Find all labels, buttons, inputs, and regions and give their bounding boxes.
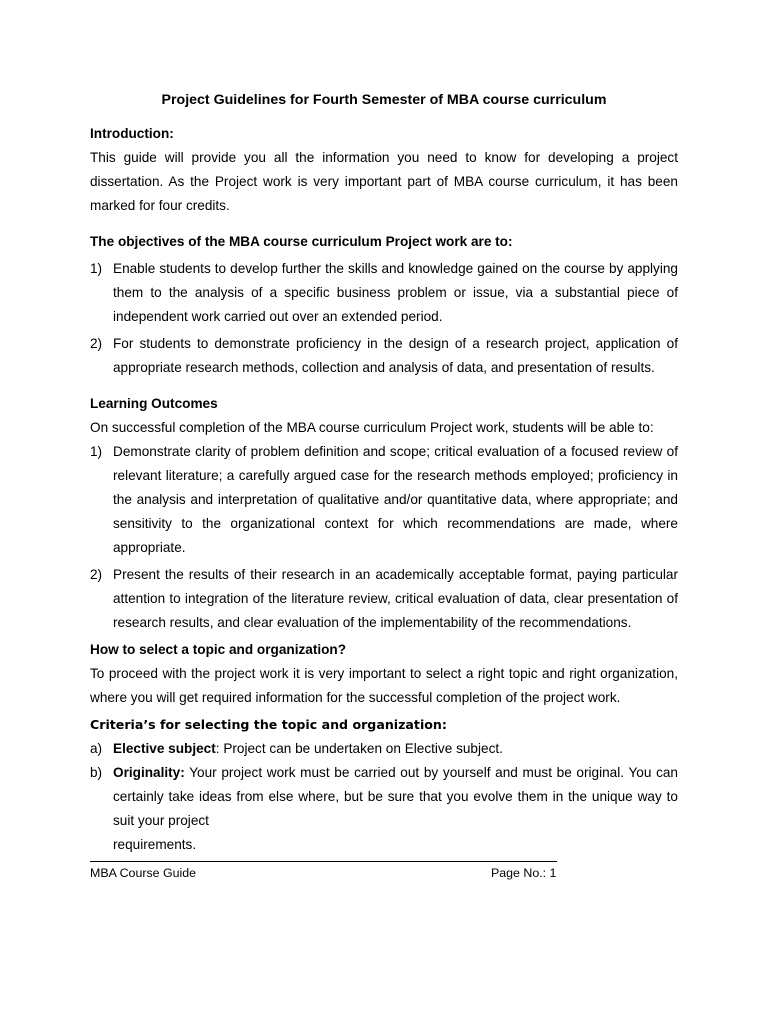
footer-page-number: Page No.: 1 [491, 866, 557, 880]
list-item-letter: a) [90, 741, 103, 756]
list-item-text: Enable students to develop further the skills and knowledge gained on the course by applying them to the analysis of a specific business problem or issue, via a substantial piece of independent work carried out over an extended period. [113, 261, 678, 324]
list-item [90, 761, 678, 857]
list-item-text: For students to demonstrate proficiency in the design of a research project, application of appropriate research methods, collection and analysis of data, and presentation of results. [113, 336, 678, 375]
list-item-text: Present the results of their research in an academically acceptable format, paying particular attention to integration of the literature review, critical evaluation of data, clear presentation of research results, and clear evaluation of the implementability of the recommendations. [113, 567, 678, 630]
learning-outcomes-intro: On successful completion of the MBA course curriculum Project work, students will be able to: [90, 420, 654, 435]
topic-selection-heading: How to select a topic and organization? [90, 642, 347, 657]
list-item [90, 440, 678, 560]
criteria-label: Elective subject [113, 741, 216, 756]
list-item-number: 2) [90, 567, 103, 582]
list-item-letter: b) [90, 765, 103, 780]
criteria-continuation: requirements. [113, 837, 197, 852]
criteria-list [90, 737, 678, 857]
list-item-number: 1) [90, 261, 103, 276]
criteria-heading: Criteria’s for selecting the topic and organization: [90, 717, 447, 732]
introduction-heading: Introduction: [90, 126, 174, 141]
criteria-label: Originality: [113, 765, 185, 780]
list-item [90, 257, 678, 329]
list-item [90, 332, 678, 380]
list-item [90, 737, 678, 761]
list-item-text: Demonstrate clarity of problem definition and scope; critical evaluation of a focused review of relevant literature; a carefully argued case for the research methods employed; proficiency in the analysis and interpretation of qualitative and/or quantitative data, where appropriate; and sensitivity to the organizational context for which recommendations are made, where appropriate. [113, 444, 678, 555]
document-title: Project Guidelines for Fourth Semester of MBA course curriculum [161, 92, 607, 108]
criteria-text: Your project work must be carried out by yourself and must be original. You can certainly take ideas from else where, but be sure that you evolve them in the unique way to suit your project [113, 765, 678, 828]
introduction-paragraph: This guide will provide you all the information you need to know for developing a project dissertation. As the Project work is very important part of MBA course curriculum, it has been marked for four credits. [90, 150, 678, 213]
footer-course-name: MBA Course Guide [90, 866, 197, 880]
criteria-text: : Project can be undertaken on Elective subject. [215, 741, 503, 756]
learning-outcomes-list [90, 440, 678, 635]
learning-outcomes-heading: Learning Outcomes [90, 396, 218, 411]
footer-divider [90, 861, 557, 862]
document-page [90, 88, 678, 857]
list-item [90, 563, 678, 635]
list-item-number: 2) [90, 336, 103, 351]
topic-selection-paragraph: To proceed with the project work it is very important to select a right topic and right organization, where you will get required information for the successful completion of the project work. [90, 666, 678, 705]
list-item-number: 1) [90, 444, 103, 459]
objectives-list [90, 257, 678, 380]
objectives-heading: The objectives of the MBA course curriculum Project work are to: [90, 234, 513, 249]
